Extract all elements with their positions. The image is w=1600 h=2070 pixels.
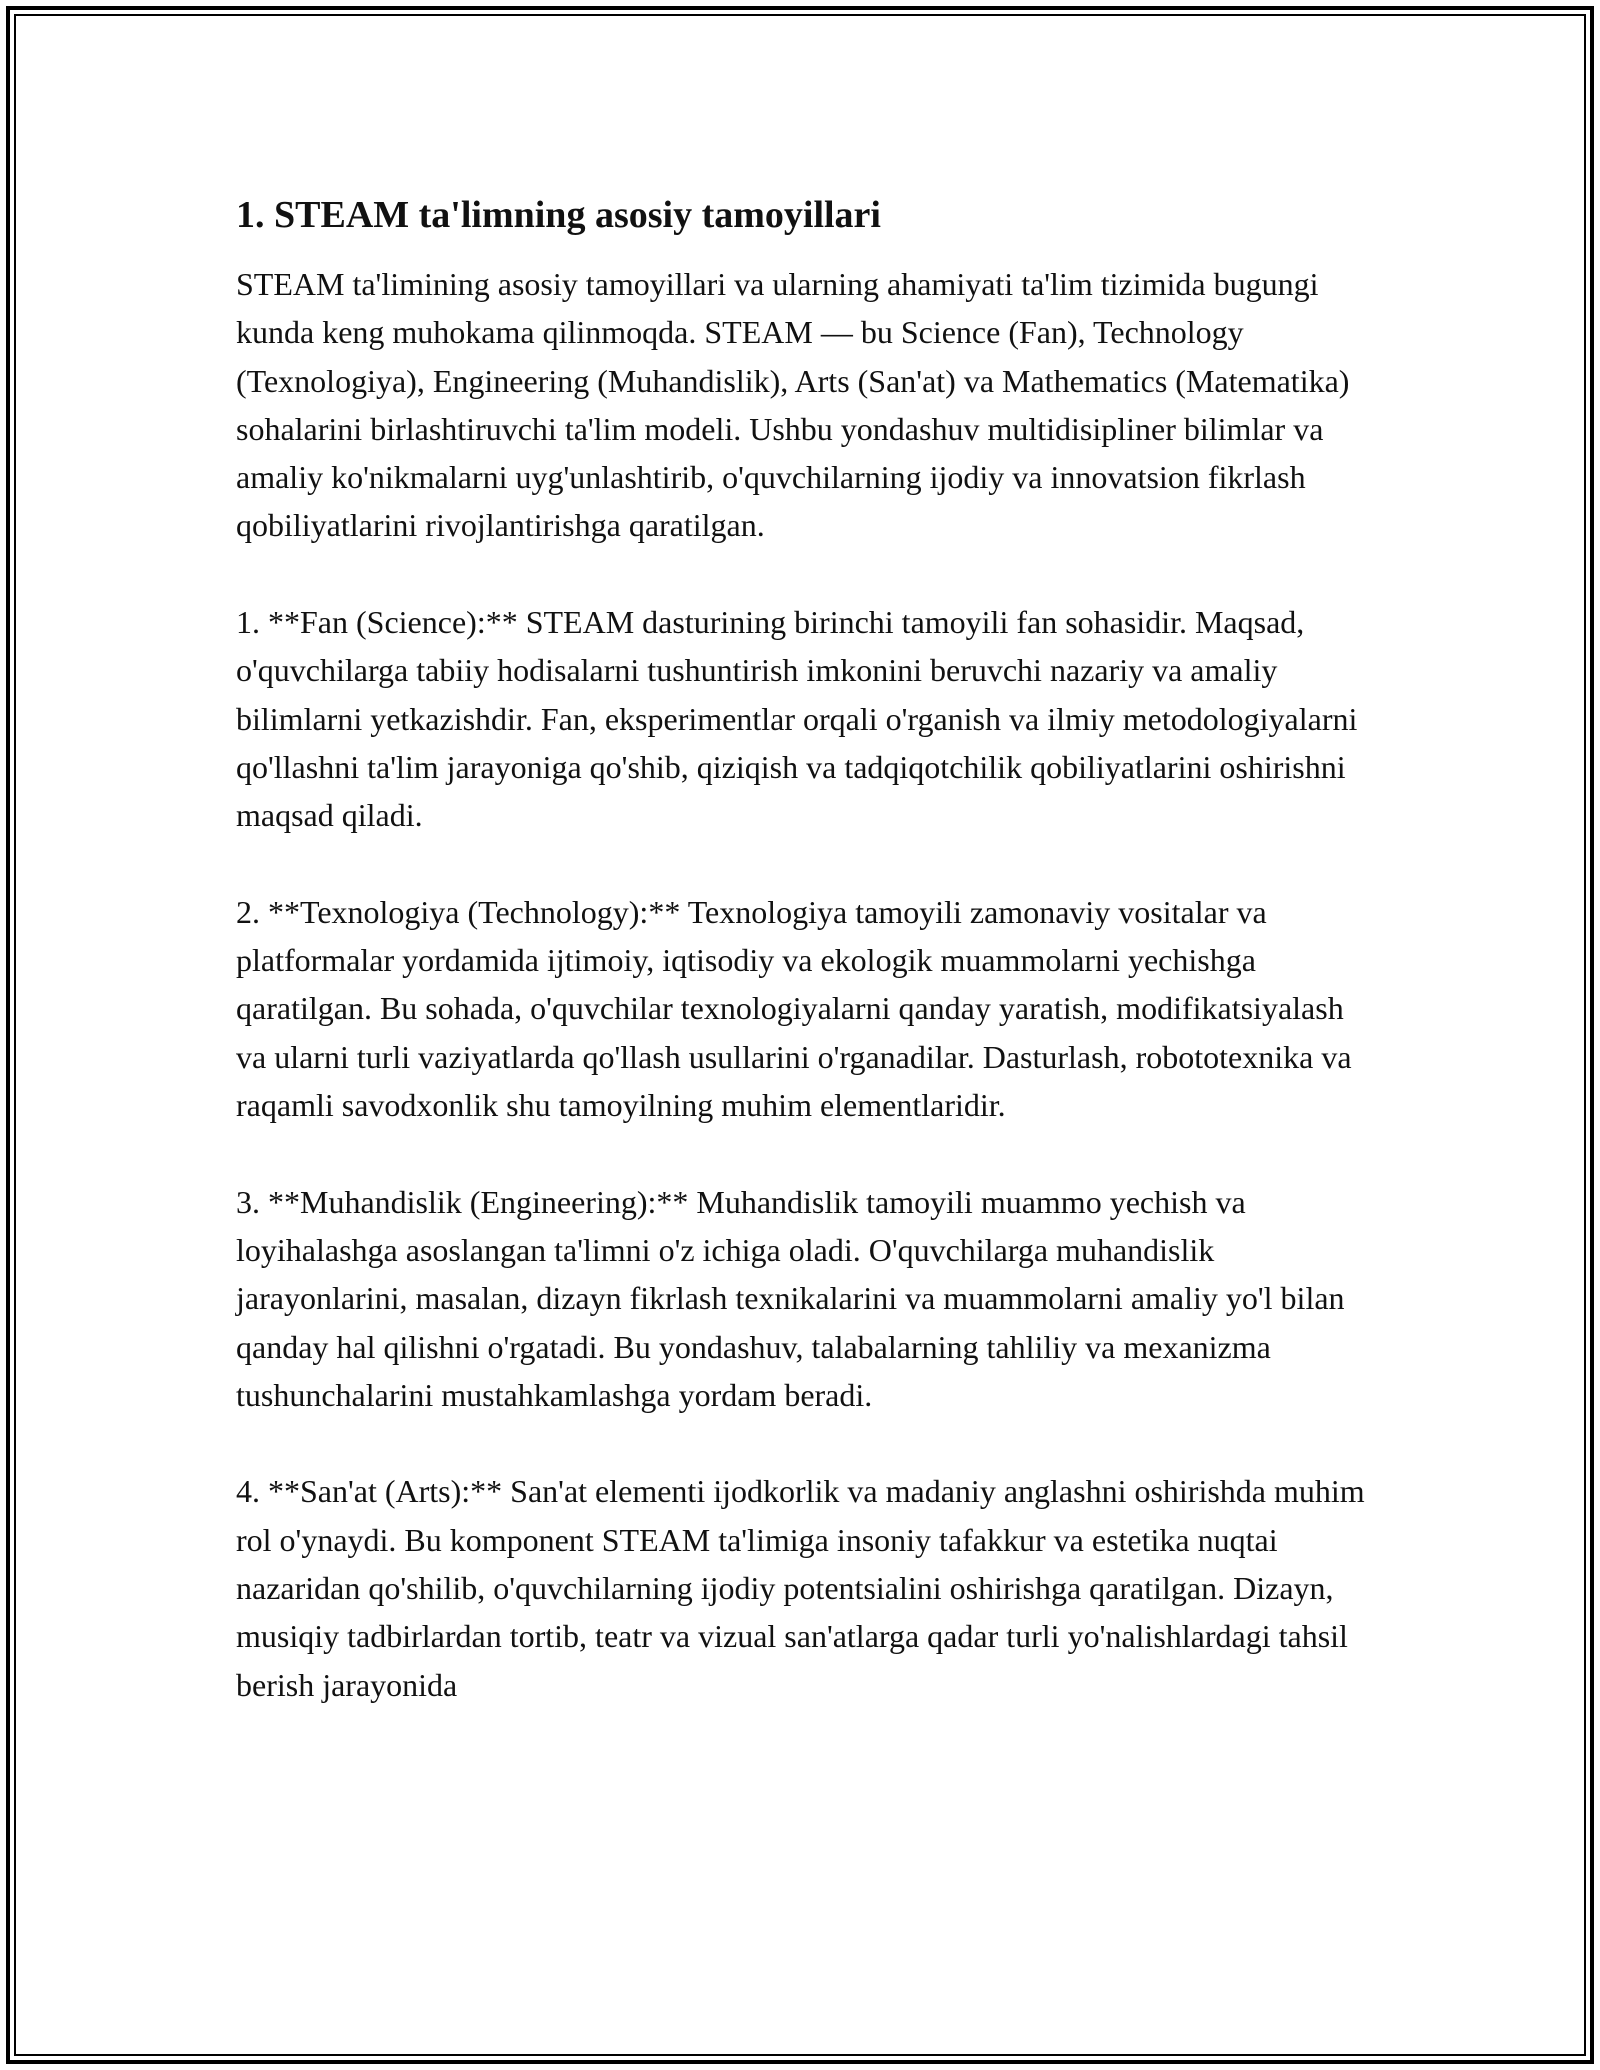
section-heading: 1. STEAM ta'limning asosiy tamoyillari — [236, 194, 881, 236]
paragraph-science: 1. **Fan (Science):** STEAM dasturining birinchi tamoyili fan sohasidir. Maqsad, o'quvchilarga tabiiy hodisalarni tushuntirish imkonini beruvchi nazariy va amaliy bilimlarni yetkazishdir. Fan, eksperimentlar orqali o'rganish va ilmiy metodologiyalarni qo'llashni ta'lim jarayoniga qo'shib, qiziqish va tadqiqotchilik qobiliyatlarini oshirishni maqsad qiladi. — [236, 604, 1358, 834]
paragraph-engineering: 3. **Muhandislik (Engineering):** Muhandislik tamoyili muammo yechish va loyihalashga asoslangan ta'limni o'z ichiga oladi. O'quvchilarga muhandislik jarayonlarini, masalan, dizayn fikrlash texnikalarini va muammolarni amaliy yo'l bilan qanday hal qilishni o'rgatadi. Bu yondashuv, talabalarning tahliliy va mexanizma tushunchalarini mustahkamlashga yordam beradi. — [236, 1183, 1345, 1413]
intro-paragraph: STEAM ta'limining asosiy tamoyillari va ularning ahamiyati ta'lim tizimida bugungi kunda keng muhokama qilinmoqda. STEAM — bu Science (Fan), Technology (Texnologiya), Engineering (Muhandislik), Arts (San'at) va Mathematics (Matematika) sohalarini birlashtiruvchi ta'lim modeli. Ushbu yondashuv multidisipliner bilimlar va amaliy ko'nikmalarni uyg'unlashtirib, o'quvchilarning ijodiy va innovatsion fikrlash qobiliyatlarini rivojlantirishga qaratilgan. — [236, 266, 1350, 544]
paragraph-technology: 2. **Texnologiya (Technology):** Texnologiya tamoyili zamonaviy vositalar va platformalar yordamida ijtimoiy, iqtisodiy va ekologik muammolarni yechishga qaratilgan. Bu sohada, o'quvchilar texnologiyalarni qanday yaratish, modifikatsiyalash va ularni turli vaziyatlarda qo'llash usullarini o'rganadilar. Dasturlash, robototexnika va raqamli savodxonlik shu tamoyilning muhim elementlaridir. — [236, 893, 1352, 1124]
document-body — [236, 186, 1376, 1757]
paragraph-arts: 4. **San'at (Arts):** San'at elementi ijodkorlik va madaniy anglashni oshirishda muhim rol o'ynaydi. Bu komponent STEAM ta'limiga insoniy tafakkur va estetika nuqtai nazaridan qo'shilib, o'quvchilarning ijodiy potentsialini oshirishga qaratilgan. Dizayn, musiqiy tadbirlardan tortib, teatr va vizual san'atlarga qadar turli yo'nalishlardagi tahsil berish jarayonida — [236, 1473, 1365, 1703]
